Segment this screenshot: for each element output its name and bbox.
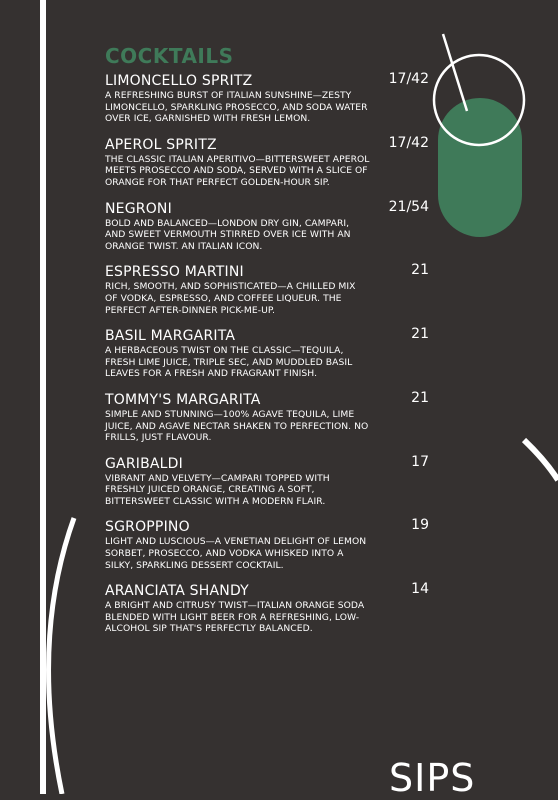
item-price: 14 xyxy=(411,581,429,598)
straw-line xyxy=(443,34,467,111)
item-name: APEROL SPRITZ xyxy=(105,136,217,153)
item-price: 21/54 xyxy=(388,198,429,215)
item-description: A BRIGHT AND CITRUSY TWIST—ITALIAN ORANGE SODA BLENDED WITH LIGHT BEER FOR A REFRESHING, LOW-ALCOHOL SIP THAT'S PERFECTLY BALANCED. xyxy=(105,600,365,635)
item-description: THE CLASSIC ITALIAN APERITIVO—BITTERSWEET APEROL MEETS PROSECCO AND SODA, SERVED WITH A SLICE OF ORANGE FOR THAT PERFECT GOLDEN-HOUR SIP. xyxy=(105,153,370,188)
menu-item xyxy=(105,261,435,316)
item-price: 21 xyxy=(411,389,429,406)
item-name: ESPRESSO MARTINI xyxy=(105,264,244,281)
item-description: LIGHT AND LUSCIOUS—A VENETIAN DELIGHT OF LEMON SORBET, PROSECCO, AND VODKA WHISKED INTO A SILKY, SPARKLING DESSERT COCKTAIL. xyxy=(105,536,367,571)
item-name: BASIL MARGARITA xyxy=(105,328,236,345)
menu-item xyxy=(105,580,435,635)
item-description: SIMPLE AND STUNNING—100% AGAVE TEQUILA, LIME JUICE, AND AGAVE NECTAR SHAKEN TO PERFECTION. NO FRILLS, JUST FLAVOUR. xyxy=(105,408,369,444)
item-name: NEGRONI xyxy=(105,200,172,217)
menu-item xyxy=(105,389,435,444)
menu-item xyxy=(105,325,435,380)
item-price: 21 xyxy=(411,262,429,279)
item-name: LIMONCELLO SPRITZ xyxy=(105,73,253,89)
brand-wordmark: SIPS xyxy=(389,756,476,800)
item-description: A HERBACEOUS TWIST ON THE CLASSIC—TEQUILA, FRESH LIME JUICE, TRIPLE SEC, AND MUDDLED BASIL LEAVES FOR A FRESH AND FRAGRANT FINISH. xyxy=(105,345,353,380)
item-price: 17 xyxy=(411,453,429,470)
menu-item xyxy=(105,134,435,189)
cocktail-menu xyxy=(105,44,435,644)
menu-item xyxy=(105,516,435,571)
item-name: SGROPPINO xyxy=(105,519,190,536)
item-description: BOLD AND BALANCED—LONDON DRY GIN, CAMPARI, AND SWEET VERMOUTH STIRRED OVER ICE WITH AN ORANGE TWIST. AN ITALIAN ICON. xyxy=(105,217,351,252)
glass-illustration xyxy=(438,98,522,237)
item-price: 19 xyxy=(411,517,429,534)
item-name: TOMMY'S MARGARITA xyxy=(105,391,261,408)
section-heading: COCKTAILS xyxy=(105,44,234,68)
item-description: RICH, SMOOTH, AND SOPHISTICATED—A CHILLED MIX OF VODKA, ESPRESSO, AND COFFEE LIQUEUR. THE PERFECT AFTER-DINNER PICK-ME-UP. xyxy=(105,281,356,316)
menu-item xyxy=(105,70,435,125)
menu-item xyxy=(105,198,435,253)
item-price: 21 xyxy=(411,326,429,343)
item-description: A REFRESHING BURST OF ITALIAN SUNSHINE—ZESTY LIMONCELLO, SPARKLING PROSECCO, AND SODA WATER OVER ICE, GARNISHED WITH FRESH LEMON. xyxy=(105,90,368,125)
item-price: 17/42 xyxy=(388,134,429,151)
item-price: 17/42 xyxy=(388,71,429,87)
item-description: VIBRANT AND VELVETY—CAMPARI TOPPED WITH FRESHLY JUICED ORANGE, CREATING A SOFT, BITTERSWEET CLASSIC WITH A MODERN FLAIR. xyxy=(105,472,330,507)
menu-item xyxy=(105,453,435,508)
right-arc xyxy=(524,440,558,480)
left-arc xyxy=(49,518,74,794)
item-name: GARIBALDI xyxy=(105,455,183,472)
item-name: ARANCIATA SHANDY xyxy=(105,583,249,600)
